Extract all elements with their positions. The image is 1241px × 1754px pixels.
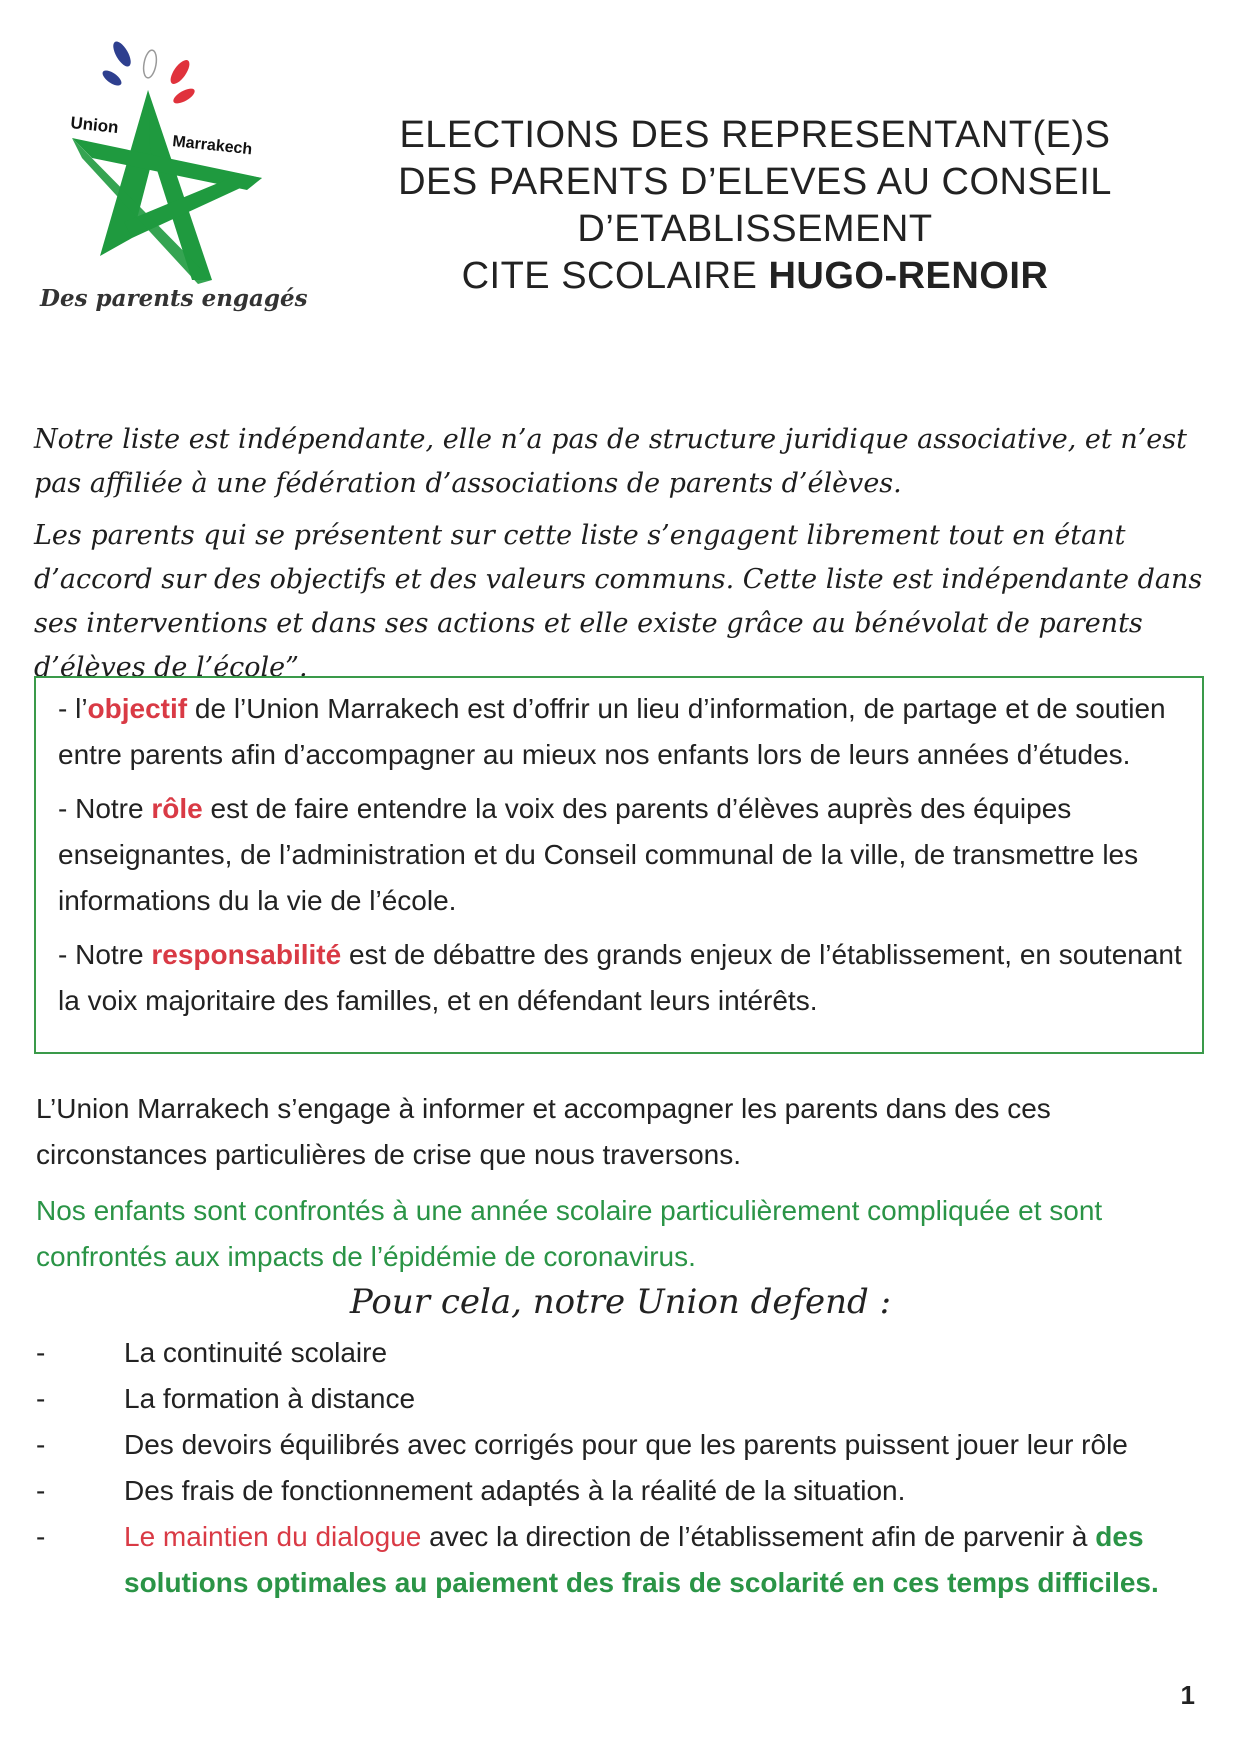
mission-box: [34, 676, 1204, 1054]
list-item: [36, 1514, 1216, 1606]
responsibility-text: est de débattre des grands enjeux de l’établissement, en soutenant la voix majoritaire des familles, et en défendant leurs intérêts.: [58, 939, 1182, 1016]
body-section: [36, 1086, 1216, 1290]
list-item-text: La formation à distance: [124, 1383, 416, 1414]
list-item: [36, 1422, 1216, 1468]
list-item: [36, 1330, 1216, 1376]
objective-pre: - l’: [58, 693, 88, 724]
title-line-4: [330, 253, 1180, 300]
list-dash: -: [36, 1521, 46, 1552]
responsibility-keyword: responsabilité: [151, 939, 342, 970]
list-item-text: Des frais de fonctionnement adaptés à la réalité de la situation.: [124, 1475, 906, 1506]
defend-heading: Pour cela, notre Union defend :: [349, 1282, 892, 1322]
responsibility-pre: - Notre: [58, 939, 152, 970]
logo-word-marrakech: Marrakech: [171, 133, 253, 159]
star-logo-icon: [40, 28, 308, 358]
list-item-text: Des devoirs équilibrés avec corrigés pour que les parents puissent jouer leur rôle: [124, 1429, 1128, 1460]
intro-paragraph-2: Les parents qui se présentent sur cette liste s’engagent librement tout en étant d’accord sur des objectifs et des valeurs communs. Cette liste est indépendante dans ses interventions et dans ses actions et elle existe grâce au bénévolat de parents d’élèves de l’école”.: [34, 520, 1203, 683]
commitment-paragraph: L’Union Marrakech s’engage à informer et accompagner les parents dans des ces circonstances particulières de crise que nous traversons.: [36, 1093, 1051, 1170]
role-pre: - Notre: [58, 793, 152, 824]
list-dash: -: [36, 1475, 46, 1506]
dialogue-highlight: Le maintien du dialogue: [124, 1521, 422, 1552]
objective-paragraph: [58, 686, 1182, 778]
role-paragraph: [58, 786, 1182, 924]
title-line-3: D’ETABLISSEMENT: [577, 208, 933, 250]
list-item-text: La continuité scolaire: [124, 1337, 388, 1368]
role-keyword: rôle: [151, 793, 203, 824]
logo-tagline: Des parents engagés: [40, 285, 308, 312]
page-number: 1: [1180, 1680, 1195, 1710]
list-dash: -: [36, 1383, 46, 1414]
role-text: est de faire entendre la voix des parents d’élèves auprès des équipes enseignantes, de l’administration et du Conseil communal de la ville, de transmettre les informations du la vie de l’école.: [58, 793, 1139, 916]
list-item: [36, 1376, 1216, 1422]
title-line-4-prefix: CITE SCOLAIRE: [461, 255, 769, 297]
responsibility-paragraph: [58, 932, 1182, 1024]
list-item-text: avec la direction de l’établissement afin de parvenir à: [421, 1521, 1096, 1552]
list-dash: -: [36, 1429, 46, 1460]
list-dash: -: [36, 1337, 46, 1368]
objective-keyword: objectif: [87, 693, 188, 724]
school-name: HUGO-RENOIR: [768, 255, 1049, 297]
intro-paragraph-1: Notre liste est indépendante, elle n’a pas de structure juridique associative, et n’est pas affiliée à une fédération d’associations de parents d’élèves.: [34, 424, 1187, 499]
title-line-2: DES PARENTS D’ELEVES AU CONSEIL: [398, 161, 1112, 203]
list-item: [36, 1468, 1216, 1514]
objective-text: de l’Union Marrakech est d’offrir un lieu d’information, de partage et de soutien entre parents afin d’accompagner au mieux nos enfants lors de leurs années d’études.: [58, 693, 1166, 770]
solutions-highlight: des solutions optimales au paiement des frais de scolarité en ces temps difficiles.: [124, 1521, 1159, 1598]
intro-section: [34, 418, 1219, 698]
title-line-1: ELECTIONS DES REPRESENTANT(E)S: [399, 114, 1111, 156]
defend-list: [36, 1330, 1216, 1606]
page-title: [330, 112, 1180, 300]
union-marrakech-logo: [40, 28, 308, 358]
context-paragraph: Nos enfants sont confrontés à une année scolaire particulièrement compliquée et sont confrontés aux impacts de l’épidémie de coronavirus.: [36, 1195, 1103, 1272]
logo-word-union: Union: [69, 113, 120, 138]
